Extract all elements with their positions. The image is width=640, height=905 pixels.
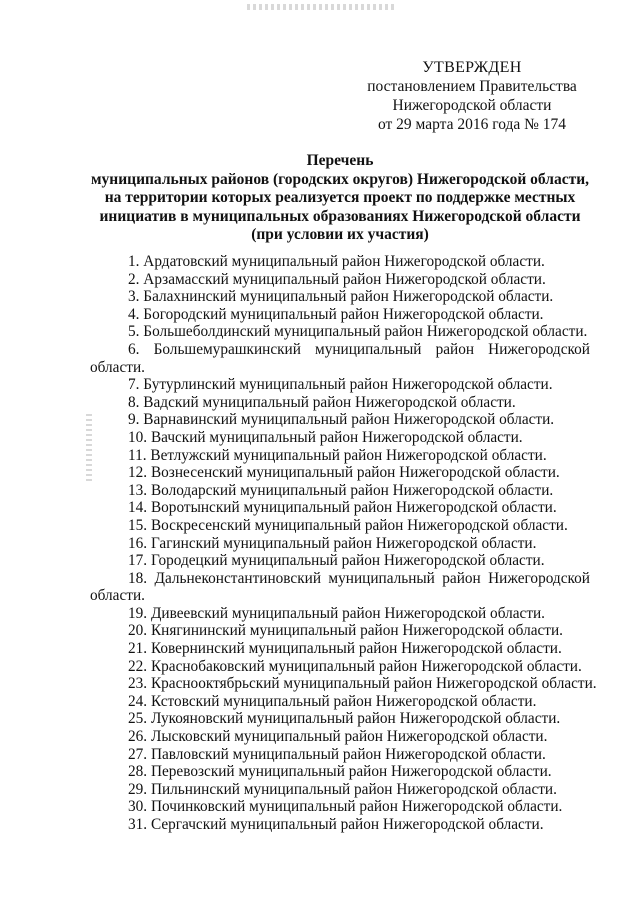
title-line-4: инициатив в муниципальных образованиях Нижегородской области — [99, 207, 581, 225]
list-item: 6. Большемурашкинский муниципальный район Нижегородской — [128, 340, 590, 358]
title-line-2: муниципальных районов (городских округов) Нижегородской области, — [90, 170, 590, 188]
document-title — [60, 152, 620, 245]
list-item: 16. Гагинский муниципальный район Нижегородской области. — [128, 534, 537, 552]
list-item: 29. Пильнинский муниципальный район Нижегородской области. — [128, 780, 557, 798]
district-list — [90, 253, 597, 834]
list-item: 11. Ветлужский муниципальный район Нижегородской области. — [128, 446, 547, 464]
scan-artifact — [247, 4, 397, 10]
list-item: 15. Воскресенский муниципальный район Нижегородской области. — [128, 516, 568, 534]
title-line-3: на территории которых реализуется проект по поддержке местных — [104, 189, 576, 206]
list-item: 26. Лысковский муниципальный район Нижегородской области. — [128, 728, 548, 746]
list-item: 21. Ковернинский муниципальный район Нижегородской области. — [128, 640, 562, 658]
approval-line-3: от 29 марта 2016 года № 174 — [377, 116, 567, 133]
list-item: 27. Павловский муниципальный район Нижегородской области. — [128, 745, 546, 763]
list-item: 8. Вадский муниципальный район Нижегородской области. — [128, 393, 516, 411]
list-item: 28. Перевозский муниципальный район Нижегородской области. — [128, 763, 552, 781]
list-item: 13. Володарский муниципальный район Нижегородской области. — [128, 481, 554, 499]
list-item: 9. Варнавинский муниципальный район Нижегородской области. — [128, 411, 555, 429]
list-item: 31. Сергачский муниципальный район Нижегородской области. — [128, 816, 544, 833]
approval-line-1: постановлением Правительства — [367, 78, 577, 95]
list-item: 19. Дивеевский муниципальный район Нижегородской области. — [128, 604, 546, 622]
list-item: 24. Кстовский муниципальный район Нижегородской области. — [128, 692, 537, 710]
list-item: 3. Балахнинский муниципальный район Нижегородской области. — [128, 288, 554, 306]
list-item: 12. Вознесенский муниципальный район Нижегородской области. — [128, 464, 560, 482]
title-line-1: Перечень — [306, 152, 374, 169]
list-item: 20. Княгининский муниципальный район Нижегородской области. — [128, 622, 563, 640]
list-item: 5. Большеболдинский муниципальный район Нижегородской области. — [128, 323, 588, 341]
list-item: 10. Вачский муниципальный район Нижегородской области. — [128, 428, 523, 446]
title-line-5: (при условии их участия) — [251, 226, 429, 243]
list-item: 17. Городецкий муниципальный район Нижегородской области. — [128, 552, 545, 570]
list-item: 18. Дальнеконстантиновский муниципальный район Нижегородской — [128, 569, 590, 587]
list-item-continuation: области. — [90, 587, 145, 605]
approval-line-2: Нижегородской области — [392, 97, 552, 114]
approval-block — [352, 58, 592, 134]
list-item: 22. Краснобаковский муниципальный район Нижегородской области. — [128, 657, 582, 675]
list-item: 14. Воротынский муниципальный район Нижегородской области. — [128, 499, 557, 517]
approval-heading: УТВЕРЖДЕН — [422, 59, 522, 76]
list-item: 25. Лукояновский муниципальный район Нижегородской области. — [128, 710, 561, 728]
list-item: 7. Бутурлинский муниципальный район Нижегородской области. — [128, 376, 553, 394]
list-item: 1. Ардатовский муниципальный район Нижегородской области. — [128, 253, 545, 270]
list-item: 30. Починковский муниципальный район Нижегородской области. — [128, 798, 563, 816]
list-item-continuation: области. — [90, 358, 145, 376]
list-item: 23. Краснооктябрьский муниципальный район Нижегородской области. — [128, 675, 597, 693]
list-item: 4. Богородский муниципальный район Нижегородской области. — [128, 305, 544, 323]
list-item: 2. Арзамасский муниципальный район Нижегородской области. — [128, 270, 546, 288]
